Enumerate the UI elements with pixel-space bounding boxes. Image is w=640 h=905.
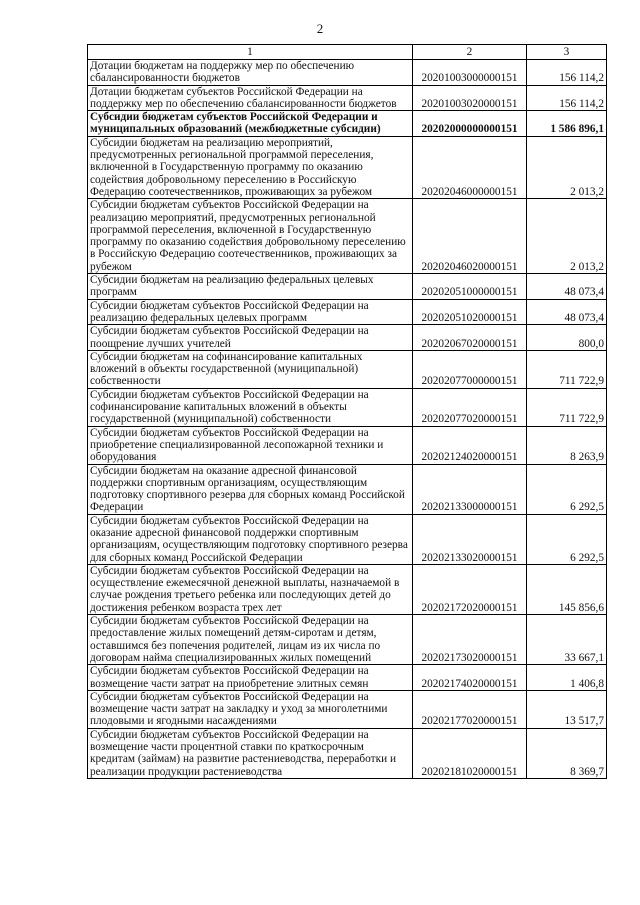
table-row — [88, 615, 607, 665]
row-description: Субсидии бюджетам субъектов Российской Федерации на предоставление жилых помещений детям-сиротам и детям, оставшимся без попечения родителей, лицам из их числа по договорам найма специализированных жилых помещений — [88, 615, 413, 665]
row-code: 20202051020000151 — [413, 299, 527, 325]
row-amount: 48 073,4 — [527, 299, 607, 325]
row-description: Субсидии бюджетам субъектов Российской Федерации на осуществление ежемесячной денежной выплаты, назначаемой в случае рождения третьего ребенка или последующих детей до достижения ребенком возраста трех лет — [88, 564, 413, 614]
row-amount: 1 406,8 — [527, 665, 607, 691]
row-amount: 145 856,6 — [527, 564, 607, 614]
row-code: 20202177020000151 — [413, 690, 527, 728]
row-description: Субсидии бюджетам субъектов Российской Федерации на приобретение специализированной лесопожарной техники и оборудования — [88, 426, 413, 464]
row-amount: 711 722,9 — [527, 388, 607, 426]
row-description: Субсидии бюджетам субъектов Российской Федерации на возмещение части процентной ставки по краткосрочным кредитам (займам) на развитие растениеводства, переработки и реализации продукции растениеводства — [88, 728, 413, 778]
row-description: Субсидии бюджетам на реализацию мероприятий, предусмотренных региональной программой переселения, включенной в Государственную программу по оказанию содействия добровольному переселению в Российскую Федерацию соотечественников, проживающих за рубежом — [88, 136, 413, 198]
table-row — [88, 426, 607, 464]
row-code: 20202046020000151 — [413, 199, 527, 274]
row-description: Субсидии бюджетам на софинансирование капитальных вложений в объекты государственной (муниципальной) собственности — [88, 350, 413, 388]
column-header-1: 1 — [88, 45, 413, 60]
table-row — [88, 690, 607, 728]
row-description: Субсидии бюджетам на оказание адресной финансовой поддержки спортивным организациям, осуществляющим подготовку спортивного резерва для сборных команд Российской Федерации — [88, 464, 413, 514]
row-code: 20202051000000151 — [413, 274, 527, 300]
row-description: Субсидии бюджетам субъектов Российской Федерации и муниципальных образований (межбюджетные субсидии) — [88, 111, 413, 137]
row-description: Субсидии бюджетам субъектов Российской Федерации на реализацию мероприятий, предусмотренных региональной программой переселения, включенной в Государственную программу по оказанию содействия добровольному переселению в Российскую Федерацию соотечественников, проживающих за рубежом — [88, 199, 413, 274]
row-code: 20202124020000151 — [413, 426, 527, 464]
row-amount: 156 114,2 — [527, 60, 607, 86]
row-description: Субсидии бюджетам на реализацию федеральных целевых программ — [88, 274, 413, 300]
row-amount: 6 292,5 — [527, 464, 607, 514]
row-code: 20202077000000151 — [413, 350, 527, 388]
row-code: 20202174020000151 — [413, 665, 527, 691]
row-code: 20201003020000151 — [413, 85, 527, 111]
table-row — [88, 728, 607, 778]
row-code: 20202173020000151 — [413, 615, 527, 665]
table-row — [88, 325, 607, 351]
table-row — [88, 464, 607, 514]
row-code: 20202133020000151 — [413, 514, 527, 564]
column-header-3: 3 — [527, 45, 607, 60]
row-amount: 800,0 — [527, 325, 607, 351]
row-description: Субсидии бюджетам субъектов Российской Федерации на поощрение лучших учителей — [88, 325, 413, 351]
row-description: Субсидии бюджетам субъектов Российской Федерации на оказание адресной финансовой поддержки спортивным организациям, осуществляющим подготовку спортивного резерва для сборных команд Российской Федерации — [88, 514, 413, 564]
row-description: Дотации бюджетам на поддержку мер по обеспечению сбалансированности бюджетов — [88, 60, 413, 86]
row-description: Дотации бюджетам субъектов Российской Федерации на поддержку мер по обеспечению сбалансированности бюджетов — [88, 85, 413, 111]
row-amount: 1 586 896,1 — [527, 111, 607, 137]
row-amount: 13 517,7 — [527, 690, 607, 728]
row-code: 20202000000000151 — [413, 111, 527, 137]
table-row — [88, 60, 607, 86]
row-code: 20201003000000151 — [413, 60, 527, 86]
row-amount: 711 722,9 — [527, 350, 607, 388]
row-amount: 8 369,7 — [527, 728, 607, 778]
row-amount: 156 114,2 — [527, 85, 607, 111]
table-row — [88, 199, 607, 274]
table-row — [88, 274, 607, 300]
row-code: 20202133000000151 — [413, 464, 527, 514]
row-code: 20202077020000151 — [413, 388, 527, 426]
row-amount: 48 073,4 — [527, 274, 607, 300]
row-description: Субсидии бюджетам субъектов Российской Федерации на софинансирование капитальных вложений в объекты государственной (муниципальной) собственности — [88, 388, 413, 426]
column-header-2: 2 — [413, 45, 527, 60]
table-row — [88, 350, 607, 388]
table-row — [88, 85, 607, 111]
table-row — [88, 299, 607, 325]
row-amount: 6 292,5 — [527, 514, 607, 564]
row-amount: 2 013,2 — [527, 199, 607, 274]
table-row — [88, 136, 607, 198]
row-code: 20202046000000151 — [413, 136, 527, 198]
table-row — [88, 514, 607, 564]
row-code: 20202067020000151 — [413, 325, 527, 351]
row-amount: 33 667,1 — [527, 615, 607, 665]
table-row — [88, 388, 607, 426]
row-description: Субсидии бюджетам субъектов Российской Федерации на возмещение части затрат на закладку и уход за многолетними плодовыми и ягодными насаждениями — [88, 690, 413, 728]
row-amount: 8 263,9 — [527, 426, 607, 464]
header-row — [88, 45, 607, 60]
row-amount: 2 013,2 — [527, 136, 607, 198]
row-description: Субсидии бюджетам субъектов Российской Федерации на возмещение части затрат на приобретение элитных семян — [88, 665, 413, 691]
table-row — [88, 665, 607, 691]
row-description: Субсидии бюджетам субъектов Российской Федерации на реализацию федеральных целевых программ — [88, 299, 413, 325]
table-row — [88, 111, 607, 137]
row-code: 20202181020000151 — [413, 728, 527, 778]
page-number: 2 — [316, 21, 324, 36]
budget-table — [87, 44, 607, 779]
table-row — [88, 564, 607, 614]
row-code: 20202172020000151 — [413, 564, 527, 614]
